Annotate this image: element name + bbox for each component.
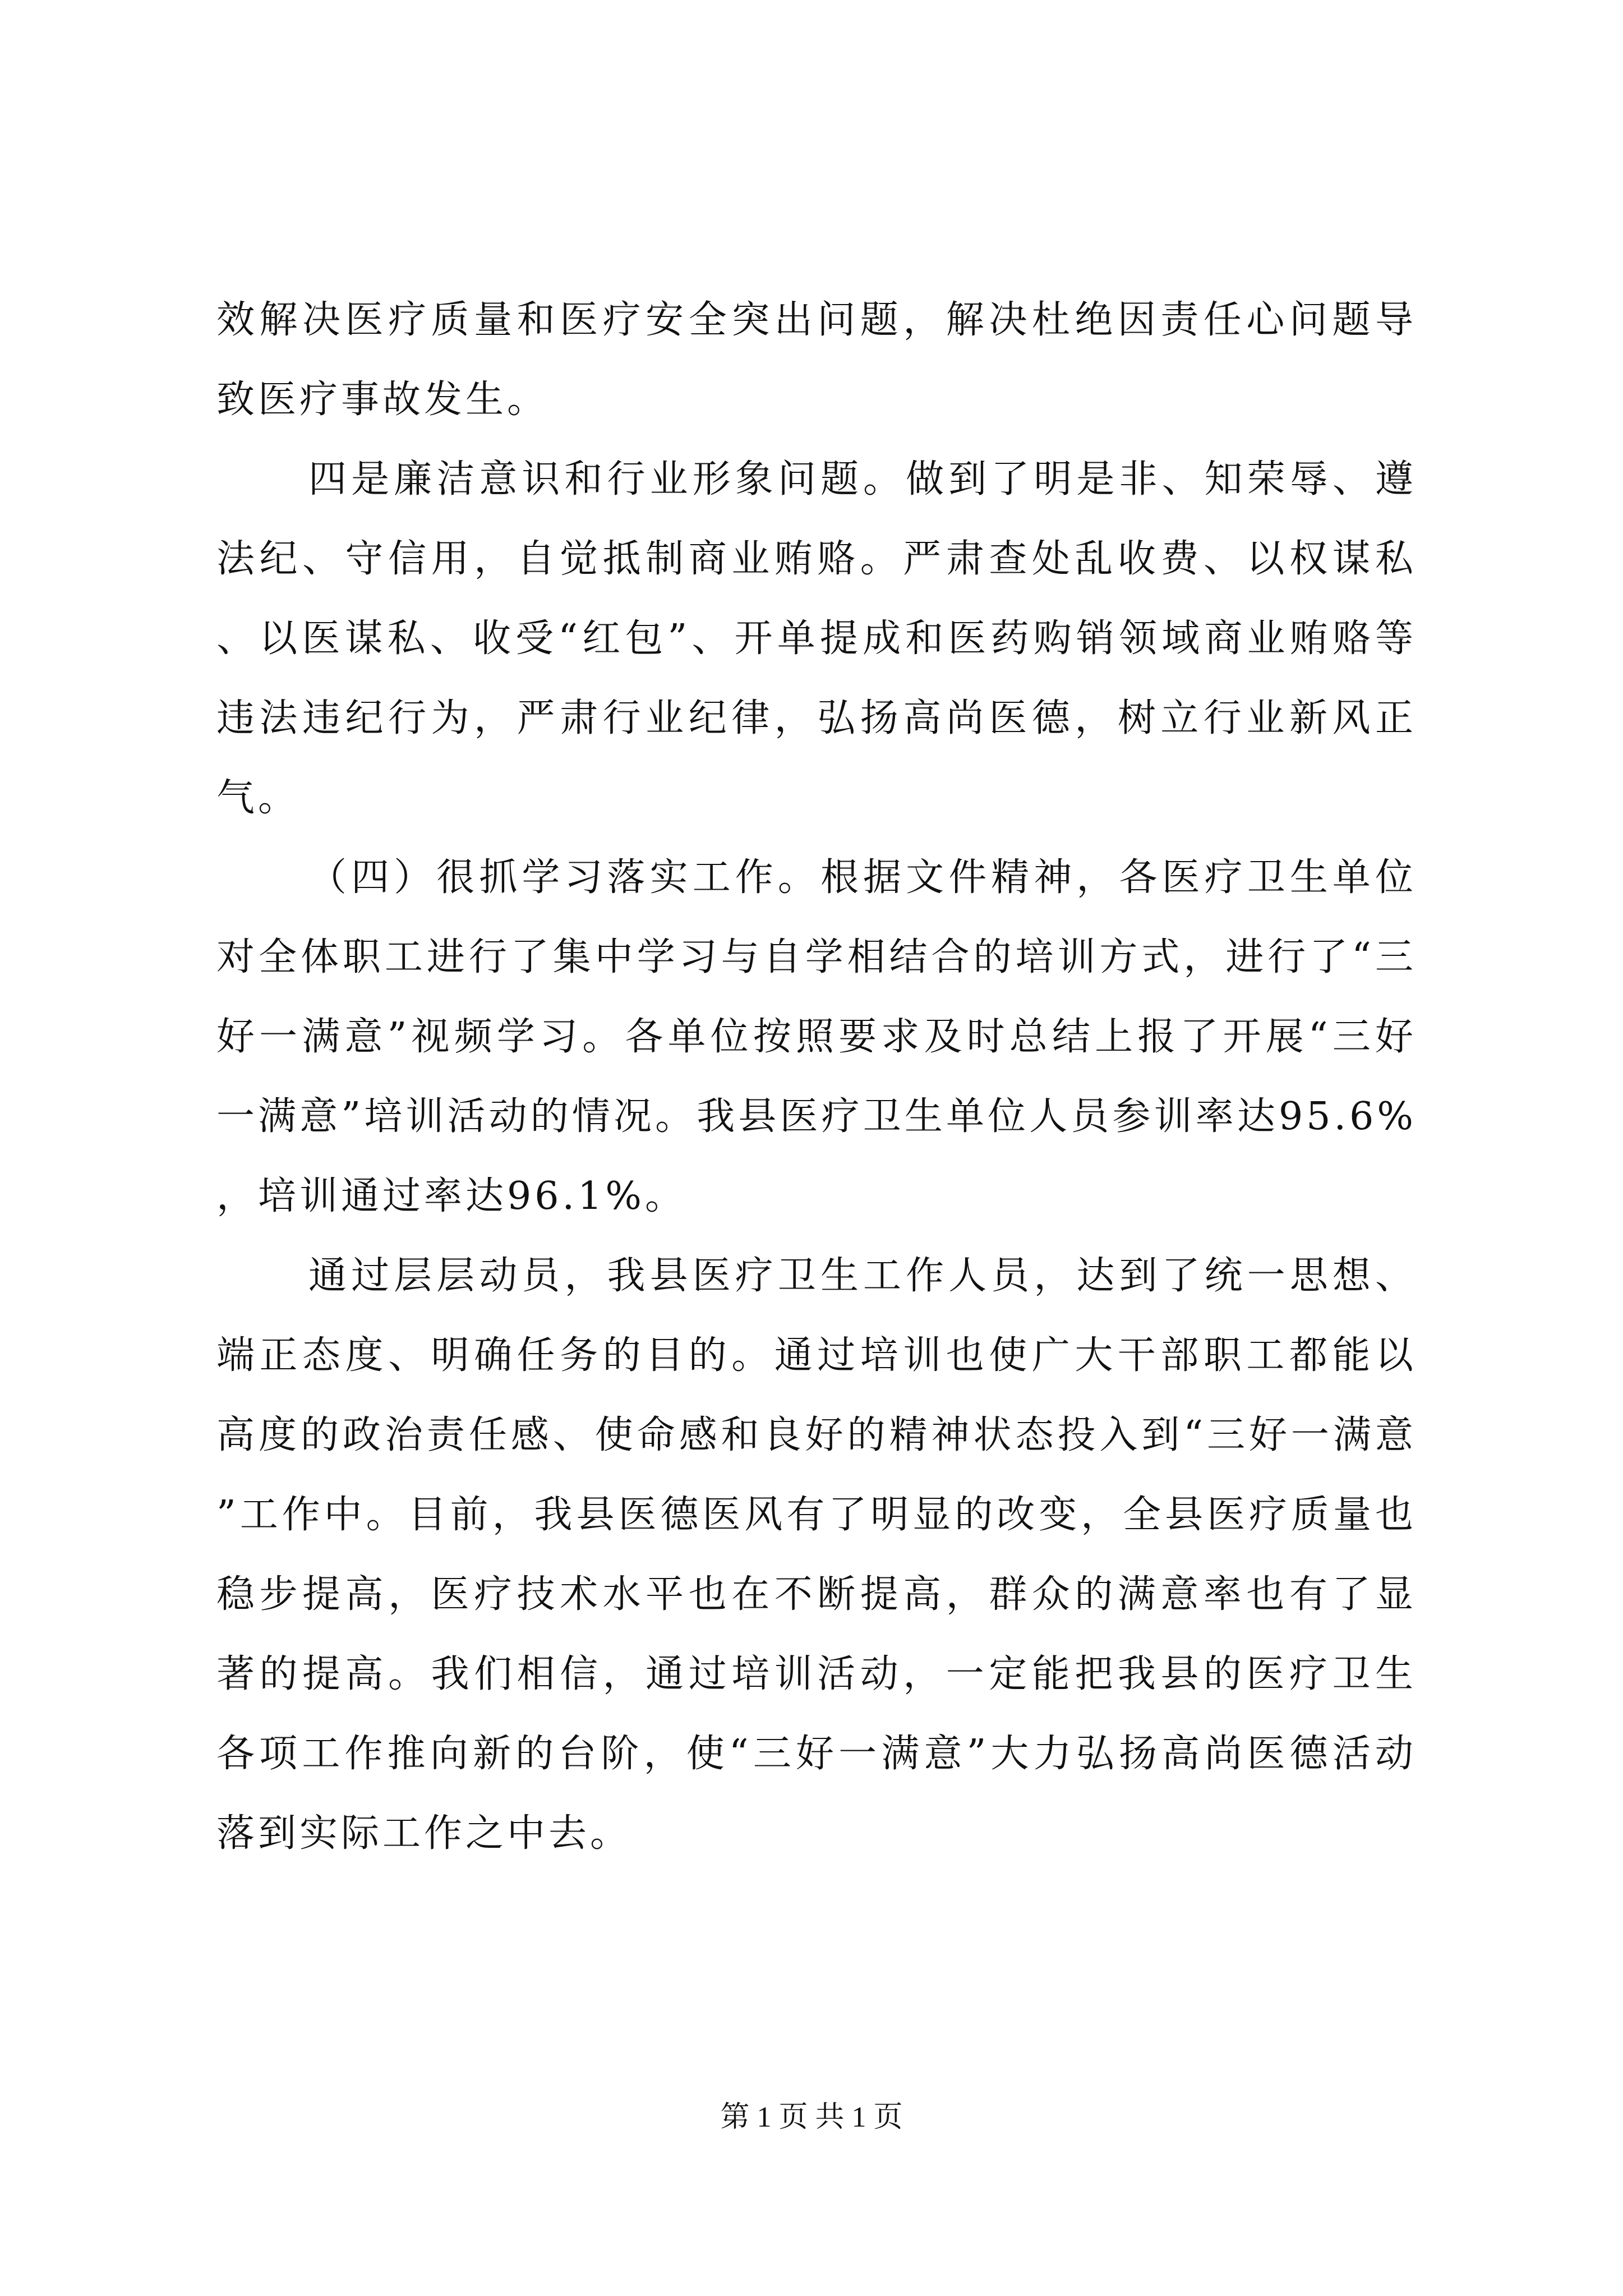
paragraph-study-implementation: （四）很抓学习落实工作。根据文件精神，各医疗卫生单位对全体职工进行了集中学习与自学相结合的培训方式，进行了“三好一满意”视频学习。各单位按照要求及时总结上报了开展“三好一满意”培训活动的情况。我县医疗卫生单位人员参训率达95.6%，培训通过率达96.1%。 [216,855,1417,1218]
paragraph-conclusion: 通过层层动员，我县医疗卫生工作人员，达到了统一思想、端正态度、明确任务的目的。通过培训也使广大干部职工都能以高度的政治责任感、使命感和良好的精神状态投入到“三好一满意”工作中。目前，我县医德医风有了明显的改变，全县医疗质量也稳步提高，医疗技术水平也在不断提高，群众的满意率也有了显著的提高。我们相信，通过培训活动，一定能把我县的医疗卫生各项工作推向新的台阶，使“三好一满意”大力弘扬高尚医德活动落到实际工作之中去。 [216,1254,1417,1856]
document-body [216,280,1417,1874]
paragraph-integrity-issue: 四是廉洁意识和行业形象问题。做到了明是非、知荣辱、遵法纪、守信用，自觉抵制商业贿赂。严肃查处乱收费、以权谋私、以医谋私、收受“红包”、开单提成和医药购销领域商业贿赂等违法违纪行为，严肃行业纪律，弘扬高尚医德，树立行业新风正气。 [216,457,1417,820]
paragraph-continuation: 效解决医疗质量和医疗安全突出问题，解决杜绝因责任心问题导致医疗事故发生。 [216,298,1417,422]
page-number-footer: 第 1 页 共 1 页 [720,2101,903,2133]
